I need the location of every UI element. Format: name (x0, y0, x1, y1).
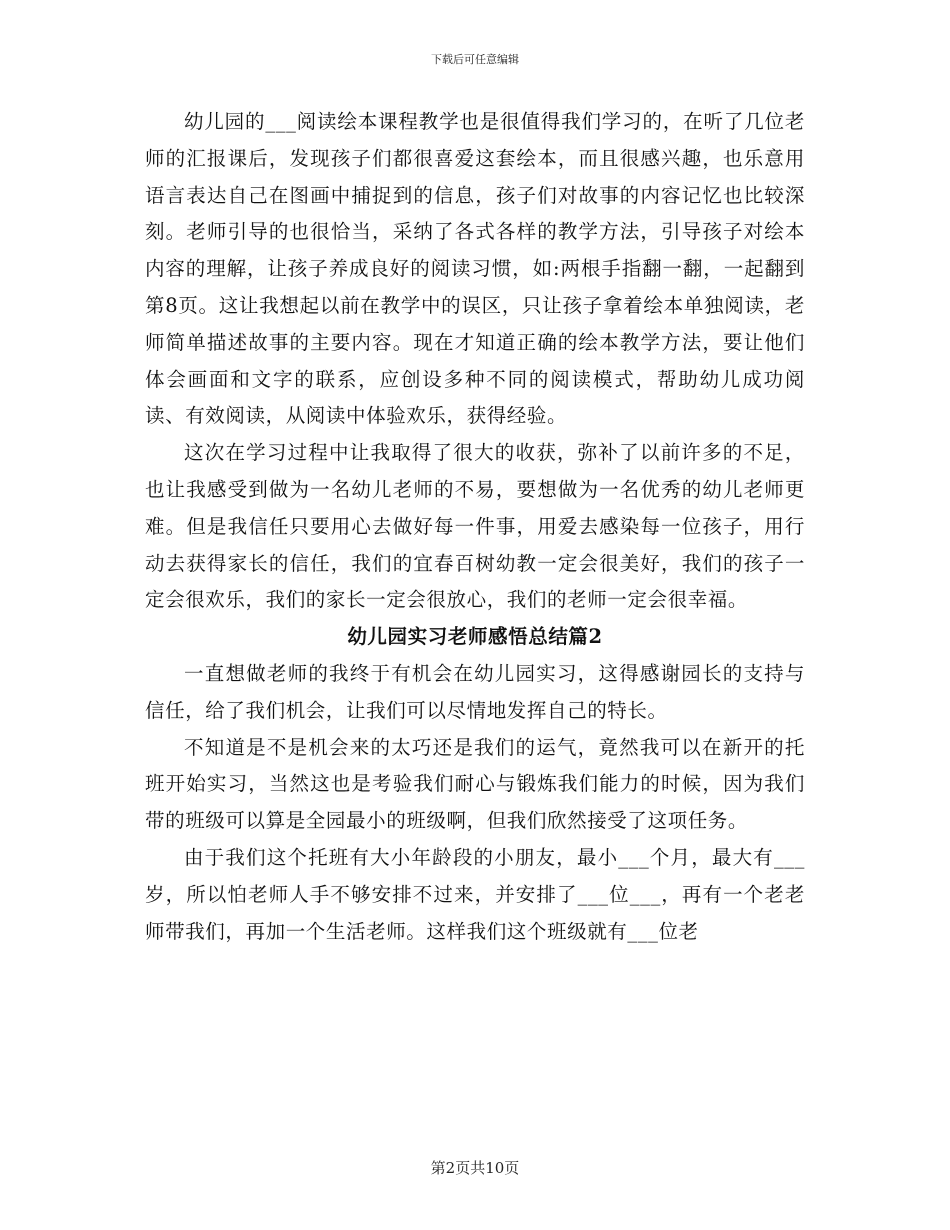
body-paragraph: 由于我们这个托班有大小年龄段的小朋友，最小___个月，最大有___岁，所以怕老师人手不够安排不过来，并安排了___位___，再有一个老老师带我们，再加一个生活老师。这样我们这个班级就有___位老 (145, 845, 805, 943)
document-body (145, 104, 805, 950)
body-paragraph: 幼儿园的___阅读绘本课程教学也是很值得我们学习的，在听了几位老师的汇报课后，发现孩子们都很喜爱这套绘本，而且很感兴趣，也乐意用语言表达自己在图画中捕捉到的信息，孩子们对故事的内容记忆也比较深刻。老师引导的也很恰当，采纳了各式各样的教学方法，引导孩子对绘本内容的理解，让孩子养成良好的阅读习惯，如:两根手指翻一翻，一起翻到第8页。这让我想起以前在教学中的误区，只让孩子拿着绘本单独阅读，老师简单描述故事的主要内容。现在才知道正确的绘本教学方法，要让他们体会画面和文字的联系，应创设多种不同的阅读模式，帮助幼儿成功阅读、有效阅读，从阅读中体验欢乐，获得经验。 (145, 110, 805, 428)
page-header: 下载后可任意编辑 (431, 53, 519, 66)
section-heading: 幼儿园实习老师感悟总结篇2 (347, 625, 603, 649)
body-paragraph: 不知道是不是机会来的太巧还是我们的运气，竟然我可以在新开的托班开始实习，当然这也是考验我们耐心与锻炼我们能力的时候，因为我们带的班级可以算是全园最小的班级啊，但我们欣然接受了这项任务。 (145, 735, 805, 833)
body-paragraph: 一直想做老师的我终于有机会在幼儿园实习，这得感谢园长的支持与信任，给了我们机会，让我们可以尽情地发挥自己的特长。 (145, 661, 805, 722)
page-footer: 第2页共10页 (430, 1159, 520, 1177)
body-paragraph: 这次在学习过程中让我取得了很大的收获，弥补了以前许多的不足，也让我感受到做为一名幼儿老师的不易，要想做为一名优秀的幼儿老师更难。但是我信任只要用心去做好每一件事，用爱去感染每一位孩子，用行动去获得家长的信任，我们的宜春百树幼教一定会很美好，我们的孩子一定会很欢乐，我们的家长一定会很放心，我们的老师一定会很幸福。 (145, 441, 805, 612)
